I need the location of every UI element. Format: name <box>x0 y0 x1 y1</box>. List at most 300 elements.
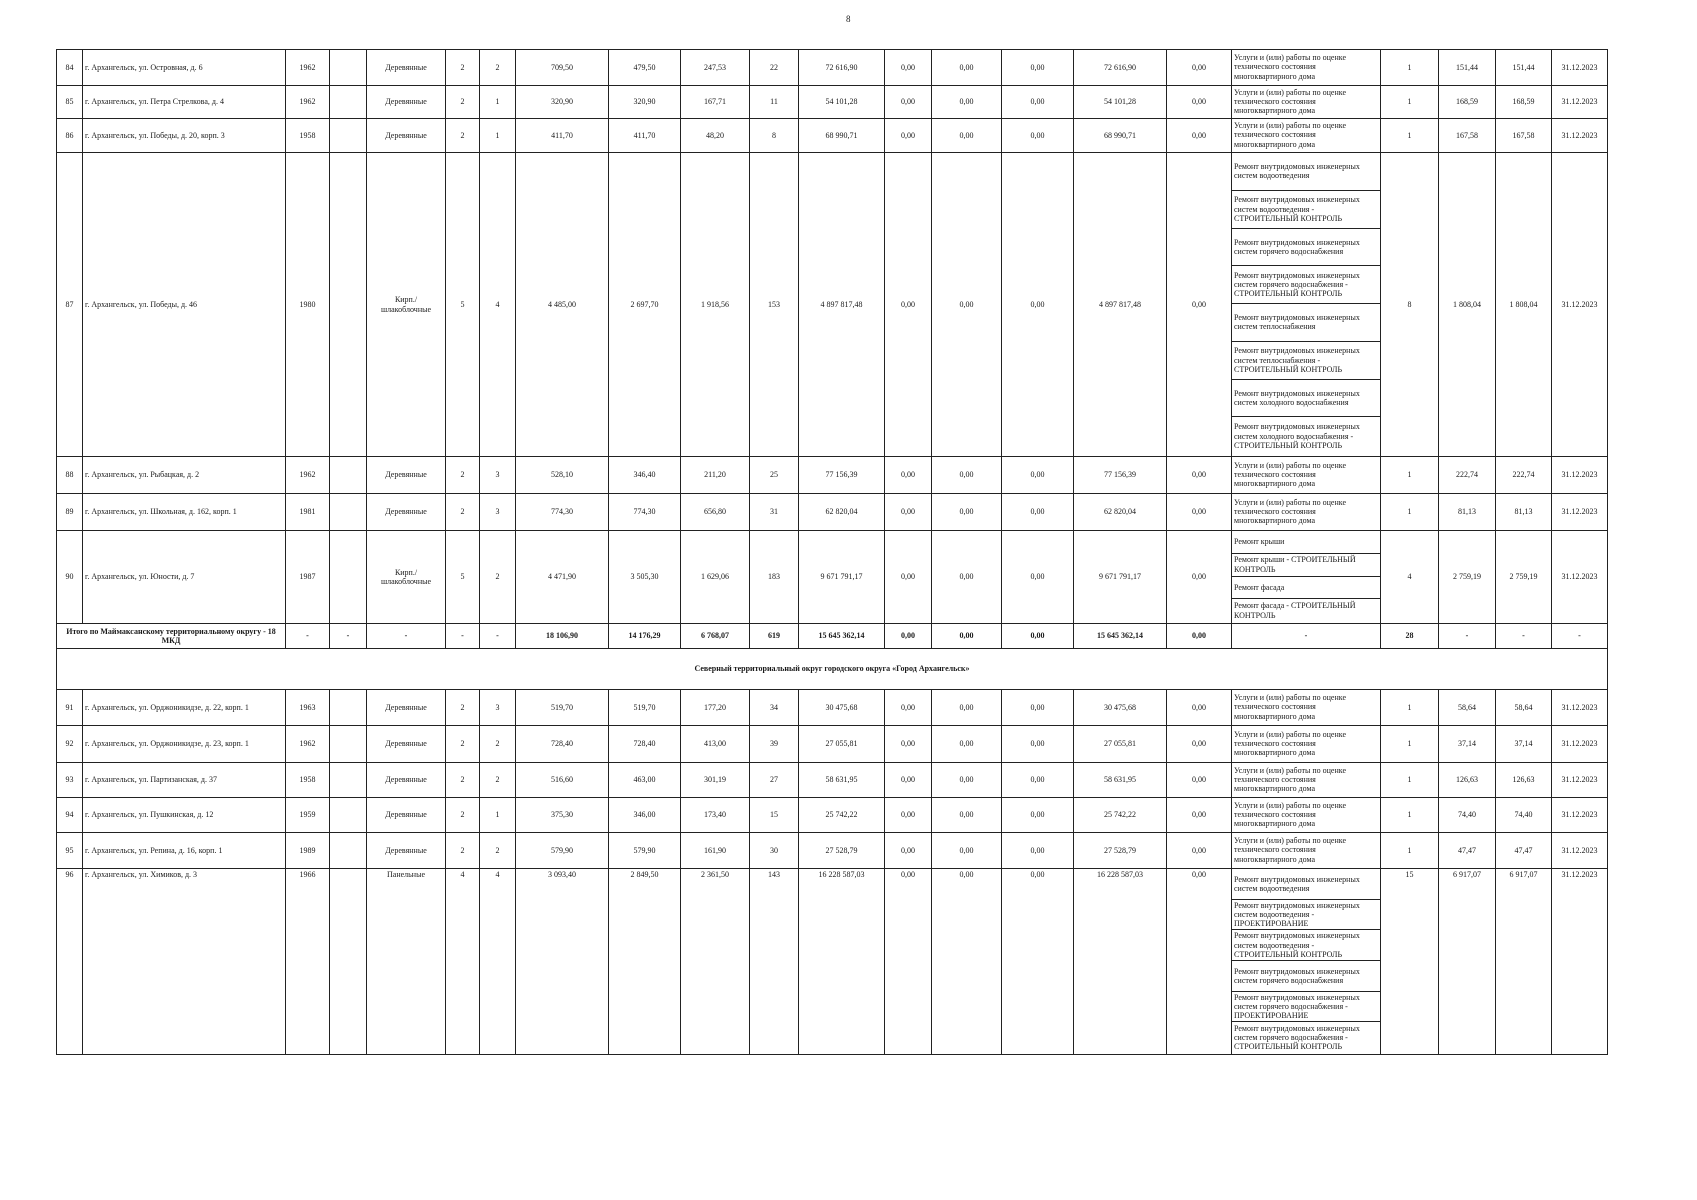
total-entrances: - <box>480 624 516 649</box>
work-item: Ремонт крыши - СТРОИТЕЛЬНЫЙ КОНТРОЛЬ <box>1232 554 1380 577</box>
row-area-living: 579,90 <box>609 833 681 869</box>
row-fund: 0,00 <box>885 690 932 726</box>
row-cost-unit: 126,63 <box>1439 763 1496 798</box>
table-row <box>57 531 1608 624</box>
row-other: 0,00 <box>1167 833 1232 869</box>
row-work-count: 1 <box>1381 119 1439 153</box>
row-budget-local: 0,00 <box>1002 798 1074 833</box>
row-other: 0,00 <box>1167 869 1232 1055</box>
row-work-count: 1 <box>1381 798 1439 833</box>
row-deadline: 31.12.2023 <box>1552 726 1608 763</box>
row-budget-region: 0,00 <box>932 798 1002 833</box>
total-fund: 0,00 <box>885 624 932 649</box>
row-year: 1963 <box>286 690 330 726</box>
row-address: г. Архангельск, ул. Островная, д. 6 <box>83 50 286 86</box>
row-area-living: 519,70 <box>609 690 681 726</box>
row-budget-region: 0,00 <box>932 119 1002 153</box>
row-number: 89 <box>57 494 83 531</box>
table-row <box>57 726 1608 763</box>
row-area-total: 4 471,90 <box>516 531 609 624</box>
row-residents: 15 <box>750 798 799 833</box>
row-material: Деревянные <box>367 457 446 494</box>
row-floors: 5 <box>446 531 480 624</box>
row-area-living: 411,70 <box>609 119 681 153</box>
row-repair-year <box>330 494 367 531</box>
total-work-count: 28 <box>1381 624 1439 649</box>
total-budget-region: 0,00 <box>932 624 1002 649</box>
row-work-count: 15 <box>1381 869 1439 1055</box>
total-cost: 15 645 362,14 <box>799 624 885 649</box>
row-cost-total: 72 616,90 <box>799 50 885 86</box>
section-row <box>57 649 1608 690</box>
row-fund: 0,00 <box>885 833 932 869</box>
work-item: Ремонт внутридомовых инженерных систем теплоснабжения - СТРОИТЕЛЬНЫЙ КОНТРОЛЬ <box>1232 342 1380 380</box>
row-year: 1980 <box>286 153 330 457</box>
row-residents: 39 <box>750 726 799 763</box>
table-row <box>57 119 1608 153</box>
row-budget-local: 0,00 <box>1002 869 1074 1055</box>
work-item: Услуги и (или) работы по оценке технического состояния многоквартирного дома <box>1234 729 1346 758</box>
row-address: г. Архангельск, ул. Школьная, д. 162, корп. 1 <box>83 494 286 531</box>
row-works <box>1232 119 1381 153</box>
row-owners-funds: 54 101,28 <box>1074 86 1167 119</box>
row-fund: 0,00 <box>885 50 932 86</box>
row-year: 1962 <box>286 726 330 763</box>
row-entrances: 2 <box>480 726 516 763</box>
work-item: Ремонт внутридомовых инженерных систем водоотведения - СТРОИТЕЛЬНЫЙ КОНТРОЛЬ <box>1232 930 1380 961</box>
row-owners-funds: 68 990,71 <box>1074 119 1167 153</box>
row-owners-funds: 25 742,22 <box>1074 798 1167 833</box>
table-row <box>57 457 1608 494</box>
row-cost-limit: 74,40 <box>1496 798 1552 833</box>
row-area-total: 579,90 <box>516 833 609 869</box>
row-floors: 2 <box>446 494 480 531</box>
work-item: Ремонт внутридомовых инженерных систем горячего водоснабжения <box>1232 961 1380 992</box>
row-work-count: 1 <box>1381 726 1439 763</box>
row-repair-year <box>330 119 367 153</box>
row-repair-year <box>330 50 367 86</box>
row-cost-limit: 168,59 <box>1496 86 1552 119</box>
row-area-nonliving: 656,80 <box>681 494 750 531</box>
row-area-total: 320,90 <box>516 86 609 119</box>
work-item: Услуги и (или) работы по оценке технического состояния многоквартирного дома <box>1234 836 1346 864</box>
row-address: г. Архангельск, ул. Партизанская, д. 37 <box>83 763 286 798</box>
row-entrances: 4 <box>480 869 516 1055</box>
work-item: Ремонт внутридомовых инженерных систем холодного водоснабжения - СТРОИТЕЛЬНЫЙ КОНТРОЛЬ <box>1234 422 1360 450</box>
row-deadline: 31.12.2023 <box>1552 531 1608 624</box>
row-budget-region: 0,00 <box>932 869 1002 1055</box>
row-entrances: 3 <box>480 457 516 494</box>
row-other: 0,00 <box>1167 494 1232 531</box>
work-item: Ремонт внутридомовых инженерных систем теплоснабжения <box>1232 304 1380 342</box>
page-mark: 8 <box>846 14 851 24</box>
row-deadline: 31.12.2023 <box>1552 833 1608 869</box>
row-fund: 0,00 <box>885 726 932 763</box>
row-cost-limit: 167,58 <box>1496 119 1552 153</box>
work-item: Ремонт внутридомовых инженерных систем водоотведения - СТРОИТЕЛЬНЫЙ КОНТРОЛЬ <box>1232 191 1380 229</box>
work-item: Услуги и (или) работы по оценке технического состояния многоквартирного дома <box>1234 497 1346 526</box>
row-other: 0,00 <box>1167 763 1232 798</box>
row-entrances: 2 <box>480 50 516 86</box>
row-repair-year <box>330 153 367 457</box>
total-cost-limit: - <box>1496 624 1552 649</box>
row-year: 1981 <box>286 494 330 531</box>
row-budget-local: 0,00 <box>1002 50 1074 86</box>
total-row <box>57 624 1608 649</box>
row-cost-unit: 1 808,04 <box>1439 153 1496 457</box>
work-item: Ремонт внутридомовых инженерных систем холодного водоснабжения <box>1232 380 1380 418</box>
work-item: Услуги и (или) работы по оценке технического состояния многоквартирного дома <box>1234 800 1346 829</box>
row-cost-unit: 47,47 <box>1439 833 1496 869</box>
row-owners-funds: 27 055,81 <box>1074 726 1167 763</box>
row-area-nonliving: 1 629,06 <box>681 531 750 624</box>
total-budget-local: 0,00 <box>1002 624 1074 649</box>
row-cost-unit: 168,59 <box>1439 86 1496 119</box>
row-work-count: 1 <box>1381 494 1439 531</box>
row-budget-region: 0,00 <box>932 494 1002 531</box>
row-owners-funds: 58 631,95 <box>1074 763 1167 798</box>
row-year: 1959 <box>286 798 330 833</box>
row-year: 1962 <box>286 457 330 494</box>
row-budget-local: 0,00 <box>1002 763 1074 798</box>
row-cost-total: 4 897 817,48 <box>799 153 885 457</box>
row-other: 0,00 <box>1167 690 1232 726</box>
section-title: Северный территориальный округ городского округа «Город Архангельск» <box>57 649 1608 690</box>
row-work-count: 1 <box>1381 763 1439 798</box>
row-deadline: 31.12.2023 <box>1552 119 1608 153</box>
row-cost-total: 27 055,81 <box>799 726 885 763</box>
row-cost-total: 30 475,68 <box>799 690 885 726</box>
row-residents: 22 <box>750 50 799 86</box>
table-row <box>57 798 1608 833</box>
row-other: 0,00 <box>1167 50 1232 86</box>
row-entrances: 1 <box>480 119 516 153</box>
row-works <box>1232 457 1381 494</box>
row-area-total: 375,30 <box>516 798 609 833</box>
row-address: г. Архангельск, ул. Рыбацкая, д. 2 <box>83 457 286 494</box>
row-number: 87 <box>57 153 83 457</box>
total-cost-unit: - <box>1439 624 1496 649</box>
table-row <box>57 494 1608 531</box>
row-deadline: 31.12.2023 <box>1552 457 1608 494</box>
row-material: Деревянные <box>367 798 446 833</box>
row-material: Деревянные <box>367 690 446 726</box>
row-year: 1962 <box>286 50 330 86</box>
row-address: г. Архангельск, ул. Орджоникидзе, д. 23, корп. 1 <box>83 726 286 763</box>
row-other: 0,00 <box>1167 86 1232 119</box>
row-area-total: 411,70 <box>516 119 609 153</box>
row-year: 1989 <box>286 833 330 869</box>
row-floors: 2 <box>446 763 480 798</box>
row-works <box>1232 690 1381 726</box>
row-works <box>1232 50 1381 86</box>
total-other: 0,00 <box>1167 624 1232 649</box>
row-owners-funds: 72 616,90 <box>1074 50 1167 86</box>
row-cost-limit: 81,13 <box>1496 494 1552 531</box>
row-area-nonliving: 167,71 <box>681 86 750 119</box>
row-entrances: 2 <box>480 531 516 624</box>
row-area-nonliving: 413,00 <box>681 726 750 763</box>
table-row <box>57 833 1608 869</box>
row-owners-funds: 9 671 791,17 <box>1074 531 1167 624</box>
work-item: Ремонт внутридомовых инженерных систем горячего водоснабжения - СТРОИТЕЛЬНЫЙ КОНТРОЛЬ <box>1234 1023 1360 1052</box>
row-cost-unit: 81,13 <box>1439 494 1496 531</box>
row-year: 1962 <box>286 86 330 119</box>
row-floors: 2 <box>446 50 480 86</box>
row-fund: 0,00 <box>885 494 932 531</box>
row-budget-region: 0,00 <box>932 763 1002 798</box>
row-repair-year <box>330 763 367 798</box>
row-other: 0,00 <box>1167 153 1232 457</box>
row-fund: 0,00 <box>885 798 932 833</box>
work-item: Услуги и (или) работы по оценке технического состояния многоквартирного дома <box>1234 460 1346 489</box>
row-material: Деревянные <box>367 50 446 86</box>
row-other: 0,00 <box>1167 457 1232 494</box>
row-cost-unit: 222,74 <box>1439 457 1496 494</box>
row-address: г. Архангельск, ул. Петра Стрелкова, д. 4 <box>83 86 286 119</box>
row-works <box>1232 153 1381 457</box>
row-address: г. Архангельск, ул. Репина, д. 16, корп. 1 <box>83 833 286 869</box>
row-repair-year <box>330 531 367 624</box>
row-other: 0,00 <box>1167 726 1232 763</box>
work-item: Ремонт внутридомовых инженерных систем водоотведения <box>1232 869 1380 900</box>
row-works <box>1232 763 1381 798</box>
total-area-nonliving: 6 768,07 <box>681 624 750 649</box>
table-row <box>57 763 1608 798</box>
row-owners-funds: 30 475,68 <box>1074 690 1167 726</box>
work-item: Услуги и (или) работы по оценке технического состояния многоквартирного дома <box>1234 765 1346 794</box>
row-fund: 0,00 <box>885 86 932 119</box>
work-item: Ремонт внутридомовых инженерных систем горячего водоснабжения - СТРОИТЕЛЬНЫЙ КОНТРОЛЬ <box>1232 266 1380 304</box>
total-repair-year: - <box>330 624 367 649</box>
row-cost-unit: 6 917,07 <box>1439 869 1496 1055</box>
row-residents: 8 <box>750 119 799 153</box>
work-item: Услуги и (или) работы по оценке технического состояния многоквартирного дома <box>1234 693 1346 721</box>
row-area-total: 4 485,00 <box>516 153 609 457</box>
row-fund: 0,00 <box>885 119 932 153</box>
row-cost-total: 62 820,04 <box>799 494 885 531</box>
row-cost-total: 54 101,28 <box>799 86 885 119</box>
row-deadline: 31.12.2023 <box>1552 50 1608 86</box>
row-repair-year <box>330 690 367 726</box>
work-item: Ремонт крыши <box>1232 531 1380 554</box>
total-area-total: 18 106,90 <box>516 624 609 649</box>
row-cost-limit: 1 808,04 <box>1496 153 1552 457</box>
row-residents: 183 <box>750 531 799 624</box>
row-cost-total: 77 156,39 <box>799 457 885 494</box>
row-works <box>1232 833 1381 869</box>
row-cost-total: 27 528,79 <box>799 833 885 869</box>
row-deadline: 31.12.2023 <box>1552 763 1608 798</box>
row-area-living: 479,50 <box>609 50 681 86</box>
row-repair-year <box>330 457 367 494</box>
row-budget-region: 0,00 <box>932 531 1002 624</box>
row-budget-local: 0,00 <box>1002 153 1074 457</box>
row-number: 95 <box>57 833 83 869</box>
row-year: 1987 <box>286 531 330 624</box>
row-cost-unit: 167,58 <box>1439 119 1496 153</box>
row-cost-total: 9 671 791,17 <box>799 531 885 624</box>
row-area-total: 774,30 <box>516 494 609 531</box>
row-fund: 0,00 <box>885 869 932 1055</box>
table-row <box>57 153 1608 457</box>
row-budget-region: 0,00 <box>932 86 1002 119</box>
row-floors: 5 <box>446 153 480 457</box>
work-item: Ремонт внутридомовых инженерных систем водоотведения - ПРОЕКТИРОВАНИЕ <box>1232 900 1380 931</box>
row-repair-year <box>330 833 367 869</box>
row-residents: 31 <box>750 494 799 531</box>
table-row <box>57 86 1608 119</box>
row-budget-region: 0,00 <box>932 726 1002 763</box>
row-area-total: 519,70 <box>516 690 609 726</box>
row-material: Деревянные <box>367 763 446 798</box>
row-floors: 2 <box>446 833 480 869</box>
row-residents: 153 <box>750 153 799 457</box>
row-residents: 27 <box>750 763 799 798</box>
total-area-living: 14 176,29 <box>609 624 681 649</box>
row-deadline: 31.12.2023 <box>1552 798 1608 833</box>
row-address: г. Архангельск, ул. Химиков, д. 3 <box>83 869 286 1055</box>
row-budget-local: 0,00 <box>1002 531 1074 624</box>
row-area-nonliving: 161,90 <box>681 833 750 869</box>
row-work-count: 8 <box>1381 153 1439 457</box>
row-cost-limit: 47,47 <box>1496 833 1552 869</box>
row-cost-limit: 151,44 <box>1496 50 1552 86</box>
row-year: 1966 <box>286 869 330 1055</box>
total-year: - <box>286 624 330 649</box>
row-residents: 30 <box>750 833 799 869</box>
row-cost-limit: 6 917,07 <box>1496 869 1552 1055</box>
row-area-nonliving: 211,20 <box>681 457 750 494</box>
row-area-living: 2 697,70 <box>609 153 681 457</box>
row-cost-unit: 37,14 <box>1439 726 1496 763</box>
row-other: 0,00 <box>1167 119 1232 153</box>
row-material: Кирп./ шлакоблочные <box>367 153 446 457</box>
total-floors: - <box>446 624 480 649</box>
total-residents: 619 <box>750 624 799 649</box>
row-area-nonliving: 301,19 <box>681 763 750 798</box>
row-deadline: 31.12.2023 <box>1552 86 1608 119</box>
row-cost-unit: 58,64 <box>1439 690 1496 726</box>
row-cost-limit: 2 759,19 <box>1496 531 1552 624</box>
row-material: Деревянные <box>367 833 446 869</box>
row-area-living: 346,40 <box>609 457 681 494</box>
row-area-living: 774,30 <box>609 494 681 531</box>
row-work-count: 1 <box>1381 457 1439 494</box>
row-works <box>1232 494 1381 531</box>
row-cost-limit: 222,74 <box>1496 457 1552 494</box>
row-works <box>1232 726 1381 763</box>
total-works: - <box>1232 624 1381 649</box>
row-other: 0,00 <box>1167 531 1232 624</box>
row-budget-region: 0,00 <box>932 690 1002 726</box>
work-item: Ремонт внутридомовых инженерных систем горячего водоснабжения <box>1232 229 1380 267</box>
row-area-total: 528,10 <box>516 457 609 494</box>
work-item: Ремонт фасада <box>1232 577 1380 600</box>
row-residents: 34 <box>750 690 799 726</box>
row-work-count: 1 <box>1381 833 1439 869</box>
row-material: Панельные <box>367 869 446 1055</box>
row-budget-region: 0,00 <box>932 50 1002 86</box>
row-address: г. Архангельск, ул. Победы, д. 20, корп. 3 <box>83 119 286 153</box>
row-residents: 143 <box>750 869 799 1055</box>
row-budget-region: 0,00 <box>932 457 1002 494</box>
table-row <box>57 869 1608 1055</box>
row-fund: 0,00 <box>885 153 932 457</box>
row-budget-region: 0,00 <box>932 153 1002 457</box>
work-item: Услуги и (или) работы по оценке технического состояния многоквартирного дома <box>1234 121 1346 149</box>
row-area-living: 3 505,30 <box>609 531 681 624</box>
row-deadline: 31.12.2023 <box>1552 494 1608 531</box>
row-area-living: 2 849,50 <box>609 869 681 1055</box>
work-item: Услуги и (или) работы по оценке технического состояния многоквартирного дома <box>1234 53 1346 81</box>
row-budget-local: 0,00 <box>1002 119 1074 153</box>
row-deadline: 31.12.2023 <box>1552 153 1608 457</box>
row-area-nonliving: 173,40 <box>681 798 750 833</box>
row-fund: 0,00 <box>885 531 932 624</box>
row-cost-unit: 74,40 <box>1439 798 1496 833</box>
row-area-nonliving: 247,53 <box>681 50 750 86</box>
work-item: Ремонт фасада - СТРОИТЕЛЬНЫЙ КОНТРОЛЬ <box>1234 601 1356 620</box>
row-number: 94 <box>57 798 83 833</box>
row-number: 96 <box>57 869 83 1055</box>
row-cost-total: 68 990,71 <box>799 119 885 153</box>
row-material: Деревянные <box>367 726 446 763</box>
row-floors: 2 <box>446 457 480 494</box>
row-budget-local: 0,00 <box>1002 833 1074 869</box>
row-material: Кирп./ шлакоблочные <box>367 531 446 624</box>
row-entrances: 1 <box>480 86 516 119</box>
row-cost-limit: 37,14 <box>1496 726 1552 763</box>
row-number: 85 <box>57 86 83 119</box>
row-fund: 0,00 <box>885 457 932 494</box>
row-area-living: 728,40 <box>609 726 681 763</box>
row-number: 90 <box>57 531 83 624</box>
row-cost-total: 16 228 587,03 <box>799 869 885 1055</box>
row-works <box>1232 798 1381 833</box>
row-entrances: 2 <box>480 833 516 869</box>
row-area-total: 516,60 <box>516 763 609 798</box>
row-cost-unit: 151,44 <box>1439 50 1496 86</box>
row-floors: 2 <box>446 86 480 119</box>
row-cost-limit: 58,64 <box>1496 690 1552 726</box>
row-number: 88 <box>57 457 83 494</box>
row-number: 91 <box>57 690 83 726</box>
total-label: Итого по Маймаксанскому территориальному округу - 18 МКД <box>57 624 286 649</box>
row-residents: 25 <box>750 457 799 494</box>
row-cost-limit: 126,63 <box>1496 763 1552 798</box>
row-works <box>1232 531 1381 624</box>
row-owners-funds: 27 528,79 <box>1074 833 1167 869</box>
row-area-total: 3 093,40 <box>516 869 609 1055</box>
row-entrances: 3 <box>480 690 516 726</box>
row-repair-year <box>330 869 367 1055</box>
row-area-living: 346,00 <box>609 798 681 833</box>
row-works <box>1232 86 1381 119</box>
row-area-nonliving: 177,20 <box>681 690 750 726</box>
row-material: Деревянные <box>367 119 446 153</box>
row-area-total: 728,40 <box>516 726 609 763</box>
row-deadline: 31.12.2023 <box>1552 869 1608 1055</box>
row-work-count: 4 <box>1381 531 1439 624</box>
row-material: Деревянные <box>367 86 446 119</box>
row-repair-year <box>330 86 367 119</box>
row-entrances: 1 <box>480 798 516 833</box>
row-year: 1958 <box>286 119 330 153</box>
row-owners-funds: 62 820,04 <box>1074 494 1167 531</box>
row-year: 1958 <box>286 763 330 798</box>
row-budget-region: 0,00 <box>932 833 1002 869</box>
